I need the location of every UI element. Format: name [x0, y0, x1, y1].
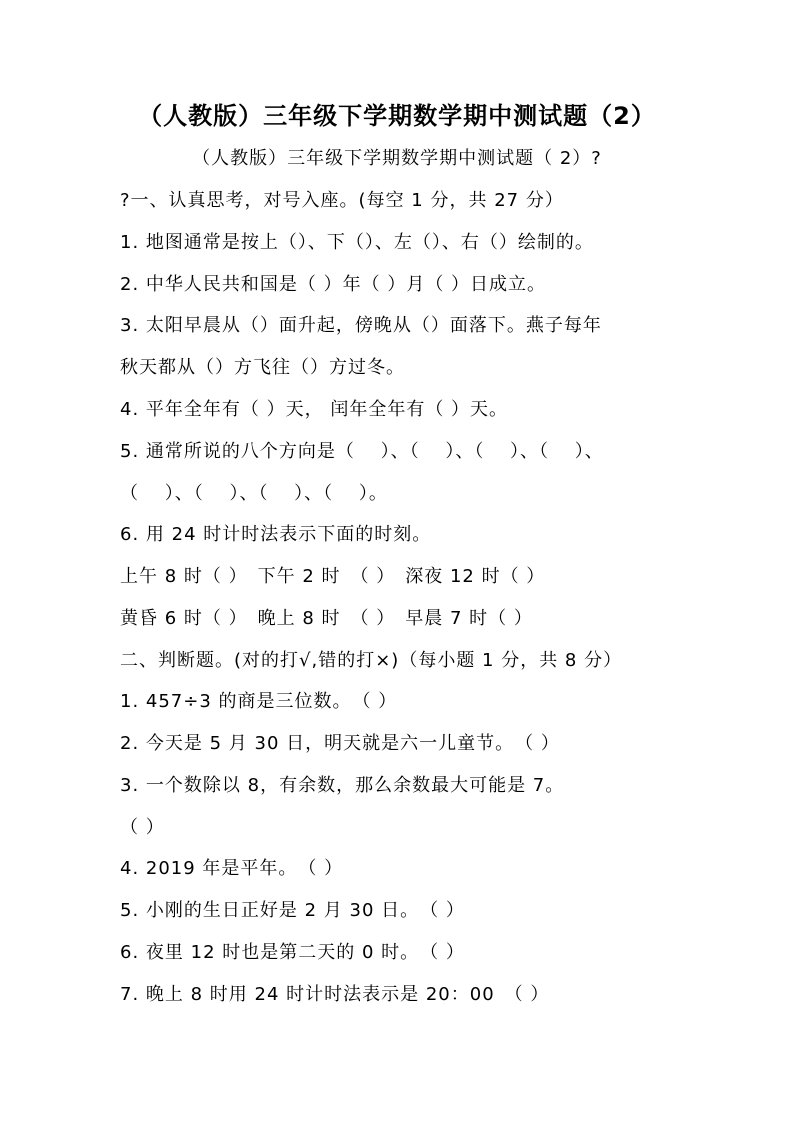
question-line: 6. 夜里 12 时也是第二天的 0 时。 （ ）: [120, 942, 465, 963]
question-line: 4. 2019 年是平年。 （ ）: [120, 858, 344, 879]
question-line: 黄昏 6 时（ ） 晚上 8 时 （ ） 早晨 7 时（ ）: [120, 608, 533, 629]
question-line: 1. 地图通常是按上（）、下（）、左（）、右（）绘制的。: [120, 232, 594, 253]
question-line: 5. 小刚的生日正好是 2 月 30 日。 （ ）: [120, 900, 465, 921]
question-line: 2. 今天是 5 月 30 日，明天就是六一儿童节。 （ ）: [120, 733, 560, 754]
question-line: 上午 8 时（ ） 下午 2 时 （ ） 深夜 12 时（ ）: [120, 566, 546, 587]
question-line: 1. 457÷3 的商是三位数。 （ ）: [120, 691, 398, 712]
question-line: 6. 用 24 时计时法表示下面的时刻。: [120, 524, 432, 545]
section-one-heading: ?一、认真思考，对号入座。(每空 1 分，共 27 分）: [120, 190, 564, 211]
question-line: 3. 一个数除以 8，有余数，那么余数最大可能是 7。: [120, 775, 565, 796]
document-subtitle: （人教版）三年级下学期数学期中测试题（ 2）?: [192, 148, 602, 169]
question-line: 7. 晚上 8 时用 24 时计时法表示是 20：00 （ ）: [120, 984, 550, 1005]
question-line: 4. 平年全年有（ ）天， 闰年全年有（ ）天。: [120, 399, 509, 420]
document-title: （人教版）三年级下学期数学期中测试题（2）: [138, 102, 656, 130]
question-line: 2. 中华人民共和国是（ ）年（ ）月（ ）日成立。: [120, 274, 547, 295]
question-line: 秋天都从（）方飞往（）方过冬。: [120, 357, 405, 378]
question-line: 5. 通常所说的八个方向是（ ）、（ ）、（ ）、（ ）、: [120, 441, 604, 462]
question-line: （ ）、（ ）、（ ）、（ ）。: [120, 483, 388, 504]
question-line: （ ）: [120, 817, 165, 838]
section-two-heading: 二、判断题。(对的打√,错的打×)（每小题 1 分，共 8 分）: [120, 650, 623, 671]
question-line: 3. 太阳早晨从（）面升起，傍晚从（）面落下。燕子每年: [120, 315, 602, 336]
